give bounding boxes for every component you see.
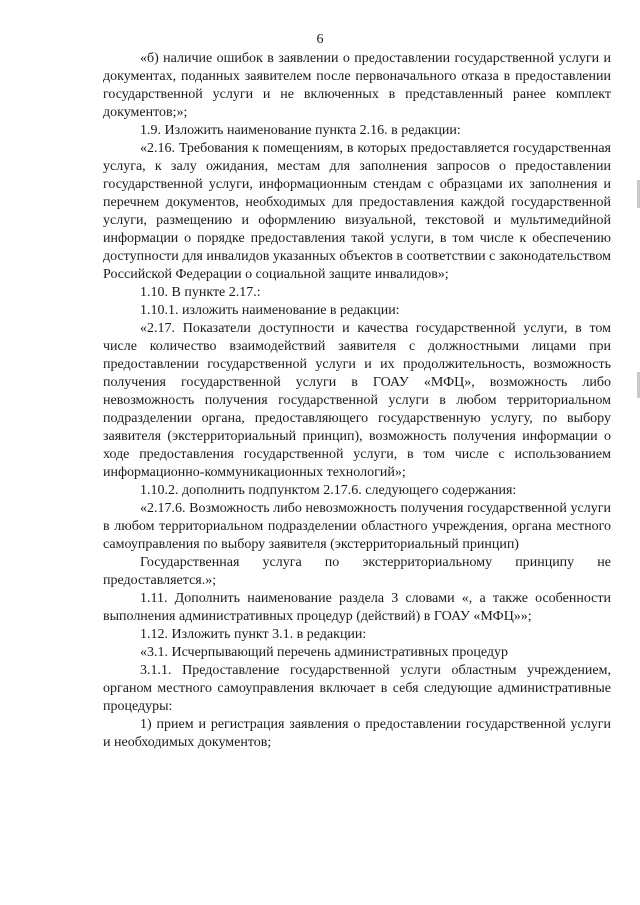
paragraph-2-17: «2.17. Показатели доступности и качества государственной услуги, в том числе количество взаимодействий заявителя с должностными лицами при предоставлении государственной услуги и их продолжительность, возможность получения государственной услуги в ГОАУ «МФЦ», возможность либо невозможность получения государственной услуги в любом территориальном подразделении органа, предоставляющего государственную услугу, по выбору заявителя (экстерриториальный принцип), возможность получения информации о ходе предоставления государственной услуги, в том числе с использованием информационно-коммуникационных технологий»; bbox=[103, 321, 611, 480]
paragraph-3-1-1: 3.1.1. Предоставление государственной услуги областным учреждением, органом местного самоуправления включает в себя следующие административные процедуры: bbox=[103, 663, 611, 714]
document-body bbox=[103, 50, 611, 752]
paragraph-1-12: 1.12. Изложить пункт 3.1. в редакции: bbox=[140, 627, 367, 642]
paragraph-1-10: 1.10. В пункте 2.17.: bbox=[140, 285, 261, 300]
paragraph-1-10-2: 1.10.2. дополнить подпунктом 2.17.6. следующего содержания: bbox=[140, 483, 517, 498]
paragraph-1-11: 1.11. Дополнить наименование раздела 3 словами «, а также особенности выполнения административных процедур (действий) в ГОАУ «МФЦ»»; bbox=[103, 591, 611, 624]
paragraph-2-16: «2.16. Требования к помещениям, в которых предоставляется государственная услуга, к залу ожидания, местам для заполнения запросов о предоставлении государственной услуги, информационным стендам с образцами их заполнения и перечнем документов, необходимых для предоставления каждой государственной услуги, размещению и оформлению визуальной, текстовой и мультимедийной информации о порядке предоставления такой услуги, в том числе к обеспечению доступности для инвалидов указанных объектов в соответствии с законодательством Российской Федерации о социальной защите инвалидов»; bbox=[103, 141, 611, 282]
paragraph-1-9: 1.9. Изложить наименование пункта 2.16. в редакции: bbox=[140, 123, 461, 138]
paragraph-3-1: «3.1. Исчерпывающий перечень административных процедур bbox=[140, 645, 509, 660]
paragraph-item-b: «б) наличие ошибок в заявлении о предоставлении государственной услуги и документах, поданных заявителем после первоначального отказа в предоставлении государственной услуги и не включенных в представленный ранее комплект документов;»; bbox=[103, 51, 611, 120]
page-number: 6 bbox=[316, 32, 324, 47]
paragraph-1-10-1: 1.10.1. изложить наименование в редакции: bbox=[140, 303, 400, 318]
paragraph-2-17-6: «2.17.6. Возможность либо невозможность получения государственной услуги в любом территориальном подразделении областного учреждения, органа местного самоуправления по выбору заявителя (экстерриториальный принцип) bbox=[103, 501, 611, 552]
paragraph-not-provided: Государственная услуга по экстерриториальному принципу не предоставляется.»; bbox=[103, 555, 611, 588]
paragraph-list-item-1: 1) прием и регистрация заявления о предоставлении государственной услуги и необходимых документов; bbox=[103, 717, 611, 750]
